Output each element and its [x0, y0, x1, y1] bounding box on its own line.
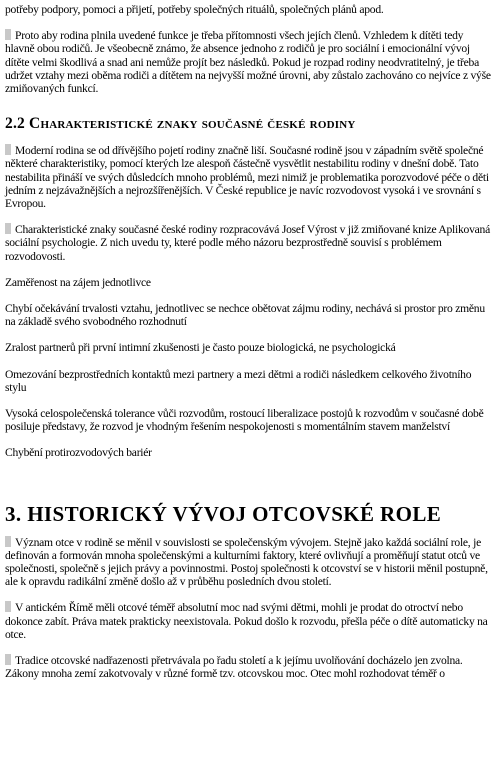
paragraph-father-role [5, 536, 495, 589]
paragraph-text: Proto aby rodina plnila uvedené funkce je třeba přítomnosti všech jejích členů. Vzhledem k dítěti tedy hlavně obou rodičů. Je všeobecně známo, že absence jednoho z rodičů je pro sociální i emocionální vývoj dítěte velmi škodlivá a snad ani nemůže projít bez následků. Pokud je rozpad rodiny neodvratitelný, je třeba udržet vztahy mezi oběma rodiči a dítětem na nejvyšší možné úrovni, aby zůstalo zachováno co nejvíce z výše zmiňovaných funkcí. [5, 29, 491, 96]
list-item-no-permanence: Chybí očekávání trvalosti vztahu, jednotlivec se nechce obětovat zájmu rodiny, nechává si prostor pro změnu na základě svého svobodného rozhodnutí [5, 302, 485, 329]
paragraph-text: Význam otce v rodině se měnil v souvislosti se společenským vývojem. Stejně jako každá sociální role, je definován a formován mnoha společenskými a kulturními faktory, které ovlivňují a proměňují statut otců ve společnosti, společně s jejich právy a povinnostmi. Postoj společnosti k otcovství se v historii měnil postupně, ale k opravdu radikální změně došlo až v průběhu posledních dvou století. [5, 535, 488, 589]
list-item-missing-barriers: Chybění protirozvodových bariér [5, 446, 152, 460]
paragraph-text: Moderní rodina se od dřívějšího pojetí rodiny značně liší. Současné rodině jsou v západním světě společné některé charakteristiky, pomocí kterých lze alespoň částečně vysvětlit nestabilitu rodiny v dnešní době. Tato nestabilita přináší ve svých důsledcích mnoho problémů, mezi nimiž je problematika porozvodové péče o děti jedním z nejzávažnějších a nejrozšířenějších. V České republice je navíc rozvodovost vysoká i ve srovnání s Evropou. [5, 144, 489, 211]
paragraph-text: Tradice otcovské nadřazenosti přetrvávala po řadu století a k jejímu uvolňování docházelo jen zvolna. Zákony mnoha zemí zakotvovaly v různé formě tzv. otcovskou moc. Otec mohl rozhodovat téměř o [5, 654, 463, 681]
paragraph-modern-family [5, 144, 495, 210]
paragraph-indent-marker [5, 536, 11, 547]
paragraph-ancient-rome [5, 601, 495, 641]
paragraph-continuation: potřeby podpory, pomoci a přijetí, potřeby společných rituálů, společných plánů apod. [5, 3, 384, 16]
paragraph-indent-marker [5, 29, 11, 40]
chapter-heading-3: 3. HISTORICKÝ VÝVOJ OTCOVSKÉ ROLE [5, 501, 442, 526]
paragraph-indent-marker [5, 223, 11, 234]
list-item-individual-interest: Zaměřenost na zájem jednotlivce [5, 275, 151, 289]
paragraph-text: V antickém Římě měli otcové téměř absolutní moc nad svými dětmi, mohli je prodat do otroctví nebo dokonce zabít. Práva matek prakticky neexistovala. Pokud došlo k rozvodu, přešla péče o dítě automaticky na otce. [5, 601, 488, 641]
list-item-partner-maturity: Zralost partnerů při první intimní zkušenosti je často pouze biologická, ne psychologická [5, 341, 396, 355]
list-item-limited-contact: Omezování bezprostředních kontaktů mezi partnery a mezi dětmi a rodiči následkem celkového životního stylu [5, 367, 472, 394]
paragraph-indent-marker [5, 144, 11, 155]
paragraph-paternal-tradition [5, 654, 495, 680]
section-heading-2-2: 2.2 Charakteristické znaky současné české rodiny [5, 115, 356, 133]
list-item-divorce-tolerance: Vysoká celospolečenská tolerance vůči rozvodům, rostoucí liberalizace postojů k rozvodům v současné době posiluje představy, že rozvod je vhodným řešením nespokojenosti s momentálním stavem manželství [5, 407, 484, 434]
paragraph-family-functions [5, 29, 495, 95]
paragraph-text: Charakteristické znaky současné české rodiny rozpracovává Josef Výrost v již zmiňované knize Aplikovaná sociální psychologie. Z nich uvedu ty, které podle mého názoru bezprostředně souvisí s problémem rozvodovosti. [5, 223, 490, 263]
paragraph-indent-marker [5, 601, 11, 612]
paragraph-indent-marker [5, 654, 11, 665]
paragraph-characteristics-intro [5, 223, 495, 263]
